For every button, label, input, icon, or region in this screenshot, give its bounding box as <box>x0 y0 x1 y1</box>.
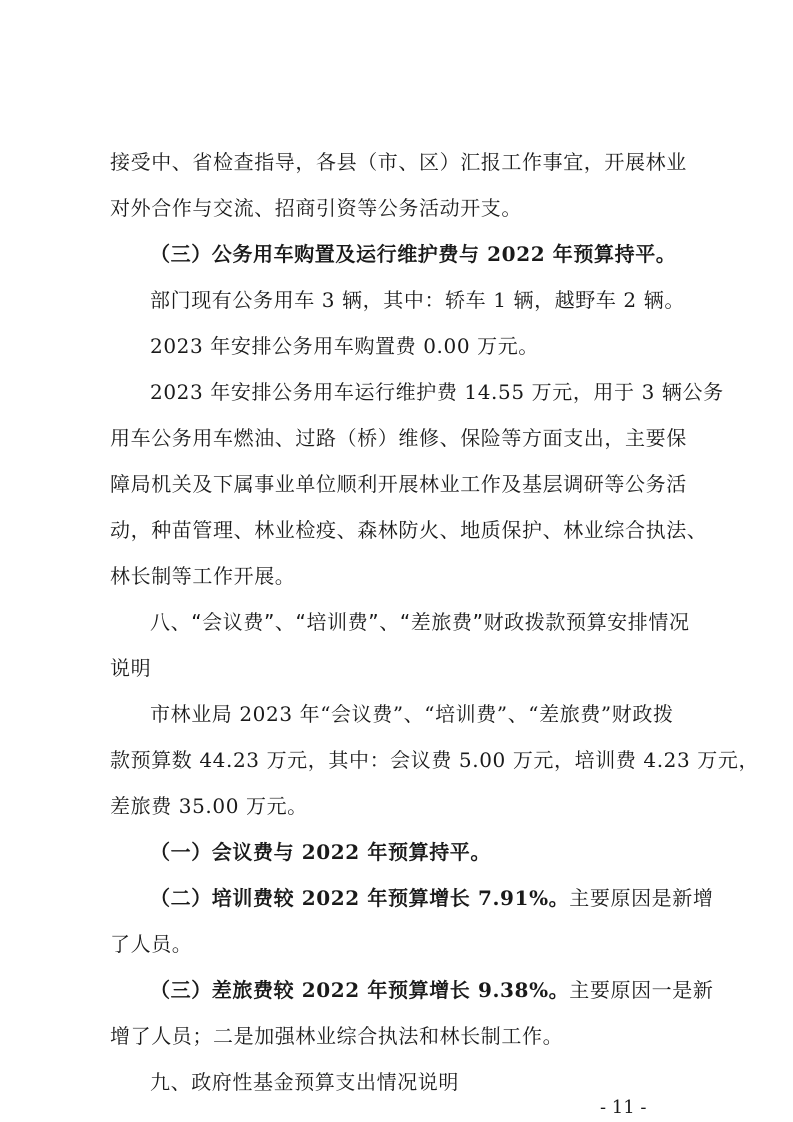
subsection-heading: （二）培训费较 2022 年预算增长 7.91%。 <box>150 886 570 910</box>
body-text: 主要原因一是新 <box>569 978 714 1002</box>
body-text-line: 差旅费 35.00 万元。 <box>110 794 308 818</box>
body-text-line: 2023 年安排公务用车购置费 0.00 万元。 <box>150 334 539 358</box>
subsection-heading: （三）差旅费较 2022 年预算增长 9.38%。 <box>150 978 570 1002</box>
body-text-line <box>150 884 713 912</box>
subsection-heading: （三）公务用车购置及运行维护费与 2022 年预算持平。 <box>150 242 677 266</box>
section-heading: 九、政府性基金预算支出情况说明 <box>150 1070 459 1094</box>
page-number: - 11 - <box>600 1097 647 1118</box>
body-text-line: 用车公务用车燃油、过路（桥）维修、保险等方面支出，主要保 <box>110 426 687 450</box>
subsection-heading: （一）会议费与 2022 年预算持平。 <box>150 840 491 864</box>
section-heading: 八、“会议费”、“培训费”、“差旅费”财政拨款预算安排情况 <box>150 610 690 634</box>
body-text-line: 障局机关及下属事业单位顺利开展林业工作及基层调研等公务活 <box>110 472 687 496</box>
body-text-line: 林长制等工作开展。 <box>110 564 296 588</box>
body-text-line: 对外合作与交流、招商引资等公务活动开支。 <box>110 196 522 220</box>
body-text-line: 了人员。 <box>110 932 193 956</box>
body-text-line: 2023 年安排公务用车运行维护费 14.55 万元，用于 3 辆公务 <box>150 380 724 404</box>
body-text-line: 部门现有公务用车 3 辆，其中：轿车 1 辆，越野车 2 辆。 <box>150 288 685 312</box>
body-text-line: 款预算数 44.23 万元，其中：会议费 5.00 万元，培训费 4.23 万元， <box>110 748 760 772</box>
body-text-line: 动，种苗管理、林业检疫、森林防火、地质保护、林业综合执法、 <box>110 518 708 542</box>
body-text-line: 接受中、省检查指导，各县（市、区）汇报工作事宜，开展林业 <box>110 150 687 174</box>
body-text-line <box>150 976 713 1004</box>
body-text-line: 市林业局 2023 年“会议费”、“培训费”、“差旅费”财政拨 <box>150 702 674 726</box>
body-text: 主要原因是新增 <box>569 886 714 910</box>
body-text-line: 增了人员；二是加强林业综合执法和林长制工作。 <box>110 1024 564 1048</box>
section-heading: 说明 <box>110 656 152 680</box>
